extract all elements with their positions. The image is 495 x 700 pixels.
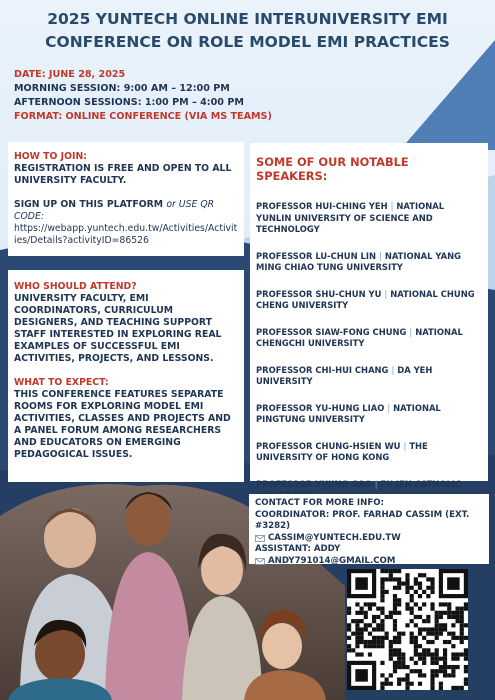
expect-text: THIS CONFERENCE FEATURES SEPARATE ROOMS FOR EXPLORING MODEL EMI ACTIVITIES, CLASSES AND PROJECTS AND A PANEL FORUM AMONG RESEARCHERS AND EDUCATORS ON EMERGING PEDAGOGICAL ISSUES. [14, 389, 231, 460]
speaker-separator: | [384, 288, 388, 299]
audience-text: UNIVERSITY FACULTY, EMI COORDINATORS, CURRICULUM DESIGNERS, AND TEACHING SUPPORT STAFF INTERESTED IN EXPLORING REAL EXAMPLES OF SUCCESSFUL EMI ACTIVITIES, PROJECTS, AND LESSONS. [14, 293, 222, 364]
speaker-affiliation: NATIONAL CHENGCHI UNIVERSITY [256, 326, 463, 348]
assistant-email[interactable]: ANDY791014@GMAIL.COM [268, 555, 396, 566]
speaker-affiliation: NATIONAL CHUNG CHENG UNIVERSITY [256, 288, 475, 310]
speaker-affiliation: THE UNIVERSITY OF HONG KONG [256, 440, 428, 462]
title-line-1: 2025 YUNTECH ONLINE INTERUNIVERSITY EMI [47, 10, 448, 28]
speaker-affiliation: FU JEN CATHOLIC [380, 478, 462, 489]
how-to-join-card [8, 142, 244, 256]
page-title [0, 8, 495, 54]
speaker-name: PROFESSOR YU-HUNG LIAO [256, 402, 385, 413]
speaker-name: PROFESSOR LU-CHUN LIN [256, 250, 376, 261]
speaker-affiliation: DA YEH UNIVERSITY [256, 364, 433, 386]
speaker-separator: | [403, 440, 407, 451]
signup-bold: SIGN UP ON THIS PLATFORM [14, 199, 164, 210]
join-signup-line [14, 199, 238, 223]
speakers-card [250, 143, 488, 489]
speaker-entry [256, 289, 482, 312]
audience-card [8, 270, 244, 482]
audience-heading: WHO SHOULD ATTEND? [14, 281, 137, 292]
speaker-list [256, 201, 482, 502]
speaker-separator: | [374, 478, 378, 489]
speaker-entry [256, 403, 482, 426]
registration-link[interactable]: https://webapp.yuntech.edu.tw/Activities/Activities/Details?activityID=86526 [14, 223, 238, 246]
assistant-email-row[interactable] [255, 556, 483, 568]
speaker-name: PROFESSOR SIAW-FONG CHUNG [256, 326, 407, 337]
speaker-name: PROFESSOR CHUNG-HSIEN WU [256, 440, 401, 451]
speaker-entry [256, 365, 482, 388]
title-line-2: CONFERENCE ON ROLE MODEL EMI PRACTICES [45, 33, 450, 51]
join-heading: HOW TO JOIN: [14, 151, 87, 162]
speaker-separator: | [378, 250, 382, 261]
afternoon-session: AFTERNOON SESSIONS: 1:00 PM – 4:00 PM [14, 97, 244, 108]
speaker-name: PROFESSOR SHU-CHUN YU [256, 288, 382, 299]
speaker-entry [256, 201, 482, 236]
morning-session: MORNING SESSION: 9:00 AM – 12:00 PM [14, 83, 230, 94]
mail-icon [255, 558, 265, 565]
speaker-affiliation: NATIONAL YUNLIN UNIVERSITY OF SCIENCE AND TECHNOLOGY [256, 201, 445, 234]
speaker-separator: | [409, 326, 413, 337]
speaker-entry [256, 327, 482, 350]
speakers-heading: SOME OF OUR NOTABLE SPEAKERS: [256, 155, 409, 183]
speaker-separator: | [391, 364, 395, 375]
coordinator-email-row[interactable] [255, 533, 483, 545]
speaker-affiliation: NATIONAL YANG MING CHIAO TUNG UNIVERSITY [256, 250, 461, 272]
speaker-name: PROFESSOR CHI-HUI CHANG [256, 364, 389, 375]
speaker-entry [256, 441, 482, 464]
assistant: ASSISTANT: ADDY [255, 544, 341, 554]
signup-italic: or USE QR CODE: [14, 199, 215, 222]
mail-icon [255, 535, 265, 542]
speaker-separator: | [390, 201, 394, 211]
qr-code-pattern [347, 569, 468, 690]
coordinator-email[interactable]: CASSIM@YUNTECH.EDU.TW [268, 532, 401, 543]
expect-heading: WHAT TO EXPECT: [14, 377, 109, 388]
join-free-text: REGISTRATION IS FREE AND OPEN TO ALL UNIVERSITY FACULTY. [14, 163, 232, 186]
coordinator: COORDINATOR: PROF. FARHAD CASSIM (EXT. #3282) [255, 509, 470, 531]
speaker-name: PROFESSOR HUI-CHING YEH [256, 201, 388, 211]
speaker-name: PROFESSOR YUJING GAO [256, 478, 372, 489]
event-date: DATE: JUNE 28, 2025 [14, 69, 126, 80]
event-format: FORMAT: ONLINE CONFERENCE (VIA MS TEAMS) [14, 111, 272, 122]
speaker-affiliation: NATIONAL PINGTUNG UNIVERSITY [256, 402, 441, 424]
contact-heading: CONTACT FOR MORE INFO: [255, 498, 384, 508]
contact-card [249, 494, 489, 564]
event-info [14, 68, 272, 124]
speaker-entry [256, 251, 482, 274]
qr-code[interactable] [347, 569, 468, 690]
speaker-separator: | [387, 402, 391, 413]
